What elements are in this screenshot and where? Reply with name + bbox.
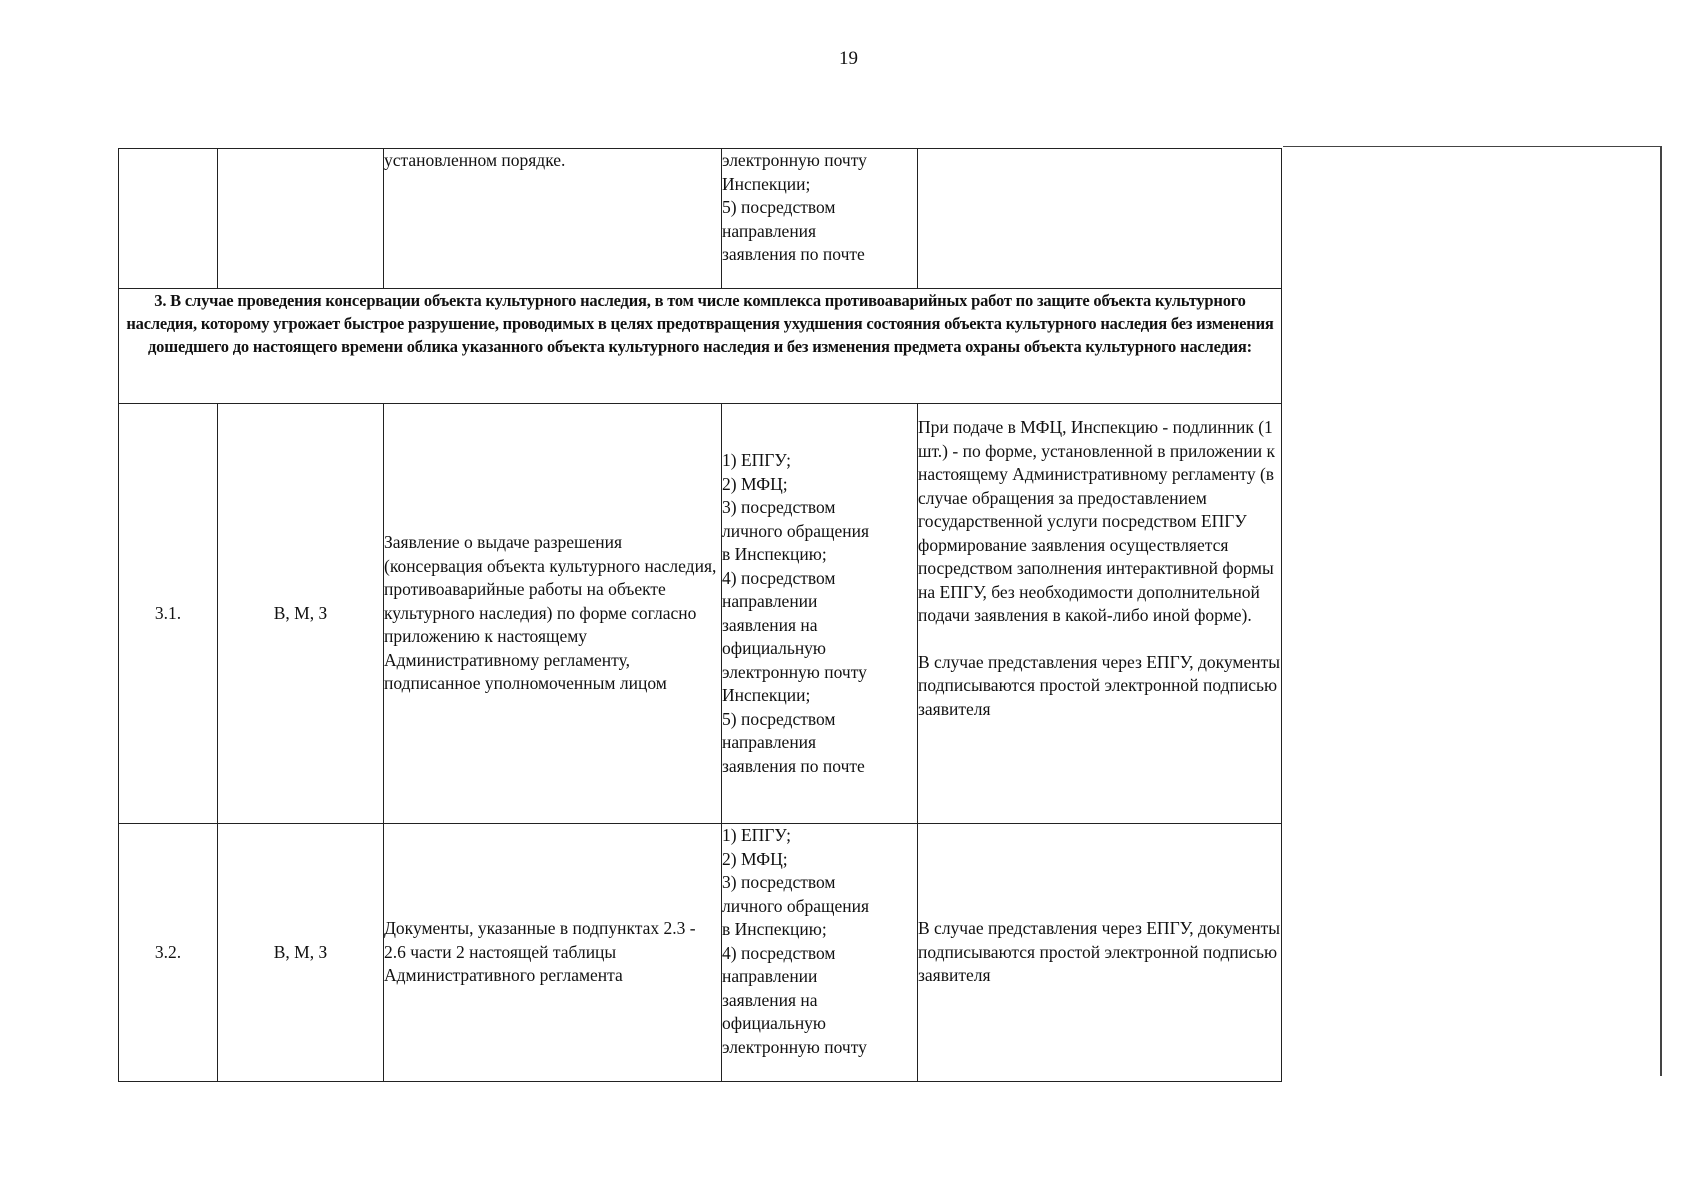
row-number: 3.2. <box>119 824 218 1082</box>
row-channels: 1) ЕПГУ; 2) МФЦ; 3) посредством личного обращения в Инспекцию; 4) посредством направлении заявления на официальную электронную почту <box>722 824 918 1082</box>
scan-line-right <box>1660 146 1662 1076</box>
row-note <box>918 404 1282 824</box>
row-document: Заявление о выдаче разрешения (консервация объекта культурного наследия, противоаварийные работы на объекте культурного наследия) по форме согласно приложению к настоящему Административному регламенту, подписанное уполномоченным лицом <box>384 404 722 824</box>
note-paragraph: В случае представления через ЕПГУ, документы подписываются простой электронной подписью заявителя <box>918 651 1281 719</box>
row-number: 3.1. <box>119 404 218 824</box>
scan-line-top <box>1283 146 1661 147</box>
note-paragraph: При подаче в МФЦ, Инспекцию - подлинник (1 шт.) - по форме, установленной в приложении к настоящему Административному регламенту (в случае обращения за предоставлением государственной услуги посредством ЕПГУ формирование заявления осуществляется посредством заполнения интерактивной формы на ЕПГУ, без необходимости дополнительной подачи заявления в какой-либо иной форме). <box>918 417 1276 625</box>
cell-note <box>918 149 1282 289</box>
row-channels: 1) ЕПГУ; 2) МФЦ; 3) посредством личного обращения в Инспекцию; 4) посредством направлении заявления на официальную электронную почту Инспекции; 5) посредством направления заявления по почте <box>722 404 918 824</box>
table-row <box>119 824 1282 1082</box>
row-codes: В, М, З <box>218 824 384 1082</box>
cell-num <box>119 149 218 289</box>
cell-codes <box>218 149 384 289</box>
paragraph-gap <box>918 628 1281 651</box>
row-note: В случае представления через ЕПГУ, документы подписываются простой электронной подписью заявителя <box>918 824 1282 1082</box>
section-heading-row <box>119 289 1282 404</box>
section-heading: 3. В случае проведения консервации объекта культурного наследия, в том числе комплекса противоаварийных работ по защите объекта культурного наследия, которому угрожает быстрое разрушение, проводимых в целях предотвращения ухудшения состояния объекта культурного наследия без изменения дошедшего до настоящего времени облика указанного объекта культурного наследия и без изменения предмета охраны объекта культурного наследия: <box>119 289 1282 404</box>
documents-table <box>118 148 1282 1082</box>
table-row <box>119 404 1282 824</box>
cell-channels: электронную почту Инспекции; 5) посредством направления заявления по почте <box>722 149 918 289</box>
cell-document: установленном порядке. <box>384 149 722 289</box>
table-row-continuation <box>119 149 1282 289</box>
row-document: Документы, указанные в подпунктах 2.3 - 2.6 части 2 настоящей таблицы Административного регламента <box>384 824 722 1082</box>
row-codes: В, М, З <box>218 404 384 824</box>
page-number: 19 <box>839 48 858 69</box>
